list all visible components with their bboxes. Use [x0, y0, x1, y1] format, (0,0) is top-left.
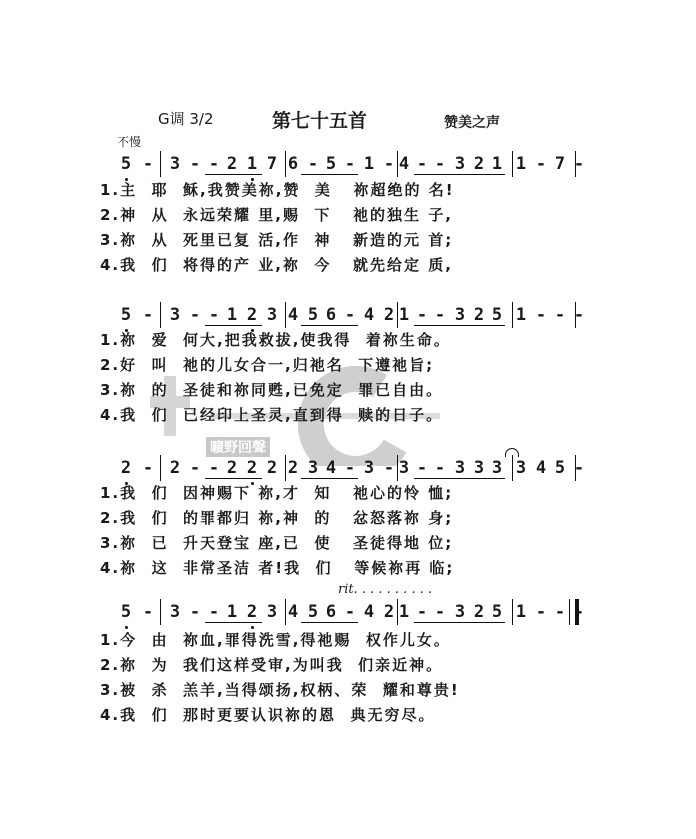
hymn-title: 第七十五首	[272, 110, 368, 132]
note-symbol: 6	[325, 602, 337, 622]
note-symbol: -	[554, 305, 566, 325]
barline	[397, 455, 398, 481]
note-symbol: -	[434, 154, 446, 174]
note-symbol: -	[344, 602, 356, 622]
note-symbol: 3	[307, 458, 319, 478]
beam-underline	[465, 325, 505, 326]
note-symbol: 2	[383, 602, 395, 622]
note-symbol: 3	[473, 458, 485, 478]
note-symbol: 3	[266, 602, 278, 622]
barline	[160, 455, 161, 481]
note-symbol: 2	[473, 305, 485, 325]
barline	[569, 599, 570, 625]
note-symbol: 3	[454, 602, 466, 622]
note-symbol: -	[189, 305, 201, 325]
barline	[575, 151, 576, 177]
note-symbol: -	[573, 154, 585, 174]
fermata-icon	[505, 448, 519, 457]
note-symbol: -	[307, 154, 319, 174]
note-symbol: 4	[287, 305, 299, 325]
note-symbol: 2	[226, 458, 238, 478]
beam-underline	[301, 478, 358, 479]
note-symbol: 5	[120, 305, 132, 325]
note-symbol: 7	[266, 154, 278, 174]
verse-4-line-3: 4.祢 这 非常圣洁 者!我 们 等候祢再 临;	[100, 559, 455, 577]
verse-1-line-3: 1.我 们 因神赐下 祢,才 知 祂心的怜 恤;	[100, 484, 454, 502]
beam-underline	[205, 325, 262, 326]
note-symbol: 5	[554, 458, 566, 478]
barline	[160, 302, 161, 328]
note-symbol: 5	[325, 154, 337, 174]
note-symbol: 1	[515, 305, 527, 325]
note-symbol: 1	[515, 154, 527, 174]
verse-2-line-2: 2.好 叫 祂的儿女合一,归祂名 下遵祂旨;	[100, 356, 435, 374]
note-symbol: -	[344, 458, 356, 478]
note-symbol: -	[208, 154, 220, 174]
note-symbol: 1	[363, 154, 375, 174]
beam-underline	[301, 325, 358, 326]
octave-dot	[125, 626, 128, 629]
note-symbol: 6	[287, 154, 299, 174]
barline	[160, 151, 161, 177]
note-symbol: -	[383, 154, 395, 174]
hymnbook-name: 赞美之声	[444, 115, 500, 131]
verse-3-line-4: 3.被 杀 羔羊,当得颂扬,权柄、荣 耀和尊贵!	[100, 681, 460, 699]
note-symbol: 3	[266, 305, 278, 325]
barline	[160, 599, 161, 625]
note-symbol: 1	[226, 602, 238, 622]
note-symbol: -	[142, 602, 154, 622]
note-symbol: 4	[535, 458, 547, 478]
beam-underline	[465, 622, 505, 623]
note-symbol: -	[535, 305, 547, 325]
note-symbol: -	[142, 154, 154, 174]
beam-underline	[301, 622, 358, 623]
note-symbol: 2	[120, 458, 132, 478]
note-symbol: -	[434, 458, 446, 478]
note-symbol: 4	[363, 305, 375, 325]
note-symbol: 2	[169, 458, 181, 478]
note-symbol: 4	[287, 602, 299, 622]
note-symbol: 5	[491, 602, 503, 622]
final-barline	[575, 599, 579, 625]
note-symbol: 5	[307, 305, 319, 325]
barline	[397, 302, 398, 328]
notation-row-4	[0, 599, 696, 625]
verse-2-line-3: 2.我 们 的罪都归 祢,神 的 忿怒落祢 身;	[100, 509, 454, 527]
barline	[512, 151, 513, 177]
note-symbol: 7	[554, 154, 566, 174]
note-symbol: 2	[226, 154, 238, 174]
beam-underline	[301, 174, 358, 175]
note-symbol: 3	[491, 458, 503, 478]
note-symbol: 2	[473, 602, 485, 622]
beam-underline	[414, 622, 470, 623]
barline	[575, 302, 576, 328]
note-symbol: 5	[491, 305, 503, 325]
note-symbol: -	[189, 602, 201, 622]
barline	[512, 455, 513, 481]
note-symbol: -	[416, 305, 428, 325]
note-symbol: -	[416, 458, 428, 478]
verse-1-line-2: 1.祢 爱 何大,把我救拔,使我得 着祢生命。	[100, 331, 451, 349]
barline	[285, 599, 286, 625]
note-symbol: -	[416, 602, 428, 622]
note-symbol: -	[434, 602, 446, 622]
note-symbol: 1	[398, 305, 410, 325]
verse-1-line-1: 1.主 耶 稣,我赞美祢,赞 美 祢超绝的 名!	[100, 181, 455, 199]
notation-row-3	[0, 455, 696, 481]
note-symbol: 2	[287, 458, 299, 478]
ritardando-marking: rit. . . . . . . . . .	[338, 582, 433, 597]
note-symbol: 4	[363, 602, 375, 622]
verse-4-line-2: 4.我 们 已经印上圣灵,直到得 赎的日子。	[100, 406, 444, 424]
note-symbol: -	[416, 154, 428, 174]
note-symbol: 2	[246, 458, 258, 478]
note-symbol: -	[573, 602, 585, 622]
note-symbol: -	[573, 458, 585, 478]
verse-3-line-2: 3.祢 的 圣徒和祢同甦,已免定 罪已自由。	[100, 381, 444, 399]
note-symbol: 4	[325, 458, 337, 478]
note-symbol: 2	[383, 305, 395, 325]
barline	[285, 302, 286, 328]
note-symbol: 3	[169, 154, 181, 174]
beam-underline	[414, 325, 470, 326]
note-symbol: -	[142, 458, 154, 478]
beam-underline	[205, 478, 262, 479]
note-symbol: 1	[398, 602, 410, 622]
note-symbol: -	[383, 458, 395, 478]
note-symbol: 5	[120, 602, 132, 622]
verse-2-line-4: 2.祢 为 我们这样受审,为叫我 们亲近神。	[100, 656, 444, 674]
tempo-marking: 不慢	[117, 135, 142, 149]
note-symbol: 2	[266, 458, 278, 478]
note-symbol: -	[208, 458, 220, 478]
beam-underline	[465, 174, 505, 175]
verse-3-line-1: 3.祢 从 死里已复 活,作 神 新造的元 首;	[100, 231, 454, 249]
note-symbol: 1	[491, 154, 503, 174]
note-symbol: 5	[120, 154, 132, 174]
note-symbol: 4	[398, 154, 410, 174]
note-symbol: 1	[515, 602, 527, 622]
barline	[575, 455, 576, 481]
note-symbol: -	[208, 602, 220, 622]
note-symbol: -	[535, 154, 547, 174]
barline	[512, 599, 513, 625]
verse-2-line-1: 2.神 从 永远荣耀 里,赐 下 祂的独生 子,	[100, 206, 453, 224]
note-symbol: -	[189, 154, 201, 174]
beam-underline	[465, 478, 505, 479]
note-symbol: 1	[226, 305, 238, 325]
note-symbol: 2	[473, 154, 485, 174]
note-symbol: -	[344, 305, 356, 325]
watermark-text: 曠野回聲	[206, 437, 270, 457]
note-symbol: 3	[454, 154, 466, 174]
note-symbol: -	[434, 305, 446, 325]
verse-3-line-3: 3.祢 已 升天登宝 座,已 使 圣徒得地 位;	[100, 534, 454, 552]
note-symbol: -	[344, 154, 356, 174]
key-signature: G调 3/2	[158, 110, 214, 128]
verse-1-line-4: 1.今 由 祢血,罪得洗雪,得祂赐 权作儿女。	[100, 631, 451, 649]
beam-underline	[205, 174, 262, 175]
note-symbol: -	[189, 458, 201, 478]
note-symbol: -	[535, 602, 547, 622]
verse-4-line-4: 4.我 们 那时更要认识祢的恩 典无穷尽。	[100, 706, 436, 724]
note-symbol: 2	[246, 305, 258, 325]
note-symbol: 3	[169, 305, 181, 325]
barline	[512, 302, 513, 328]
barline	[397, 599, 398, 625]
note-symbol: 5	[307, 602, 319, 622]
note-symbol: 3	[398, 458, 410, 478]
beam-underline	[205, 622, 262, 623]
notation-row-1	[0, 151, 696, 177]
octave-dot	[251, 626, 254, 629]
note-symbol: 6	[325, 305, 337, 325]
barline	[397, 151, 398, 177]
verse-4-line-1: 4.我 们 将得的产 业,祢 今 就先给定 质,	[100, 256, 453, 274]
note-symbol: 3	[169, 602, 181, 622]
beam-underline	[414, 478, 470, 479]
note-symbol: -	[573, 305, 585, 325]
note-symbol: 1	[246, 154, 258, 174]
note-symbol: -	[208, 305, 220, 325]
barline	[285, 455, 286, 481]
note-symbol: 2	[246, 602, 258, 622]
note-symbol: -	[142, 305, 154, 325]
note-symbol: 3	[454, 458, 466, 478]
note-symbol: 3	[515, 458, 527, 478]
note-symbol: 3	[363, 458, 375, 478]
note-symbol: -	[554, 602, 566, 622]
beam-underline	[414, 174, 470, 175]
note-symbol: 3	[454, 305, 466, 325]
notation-row-2	[0, 302, 696, 328]
barline	[285, 151, 286, 177]
